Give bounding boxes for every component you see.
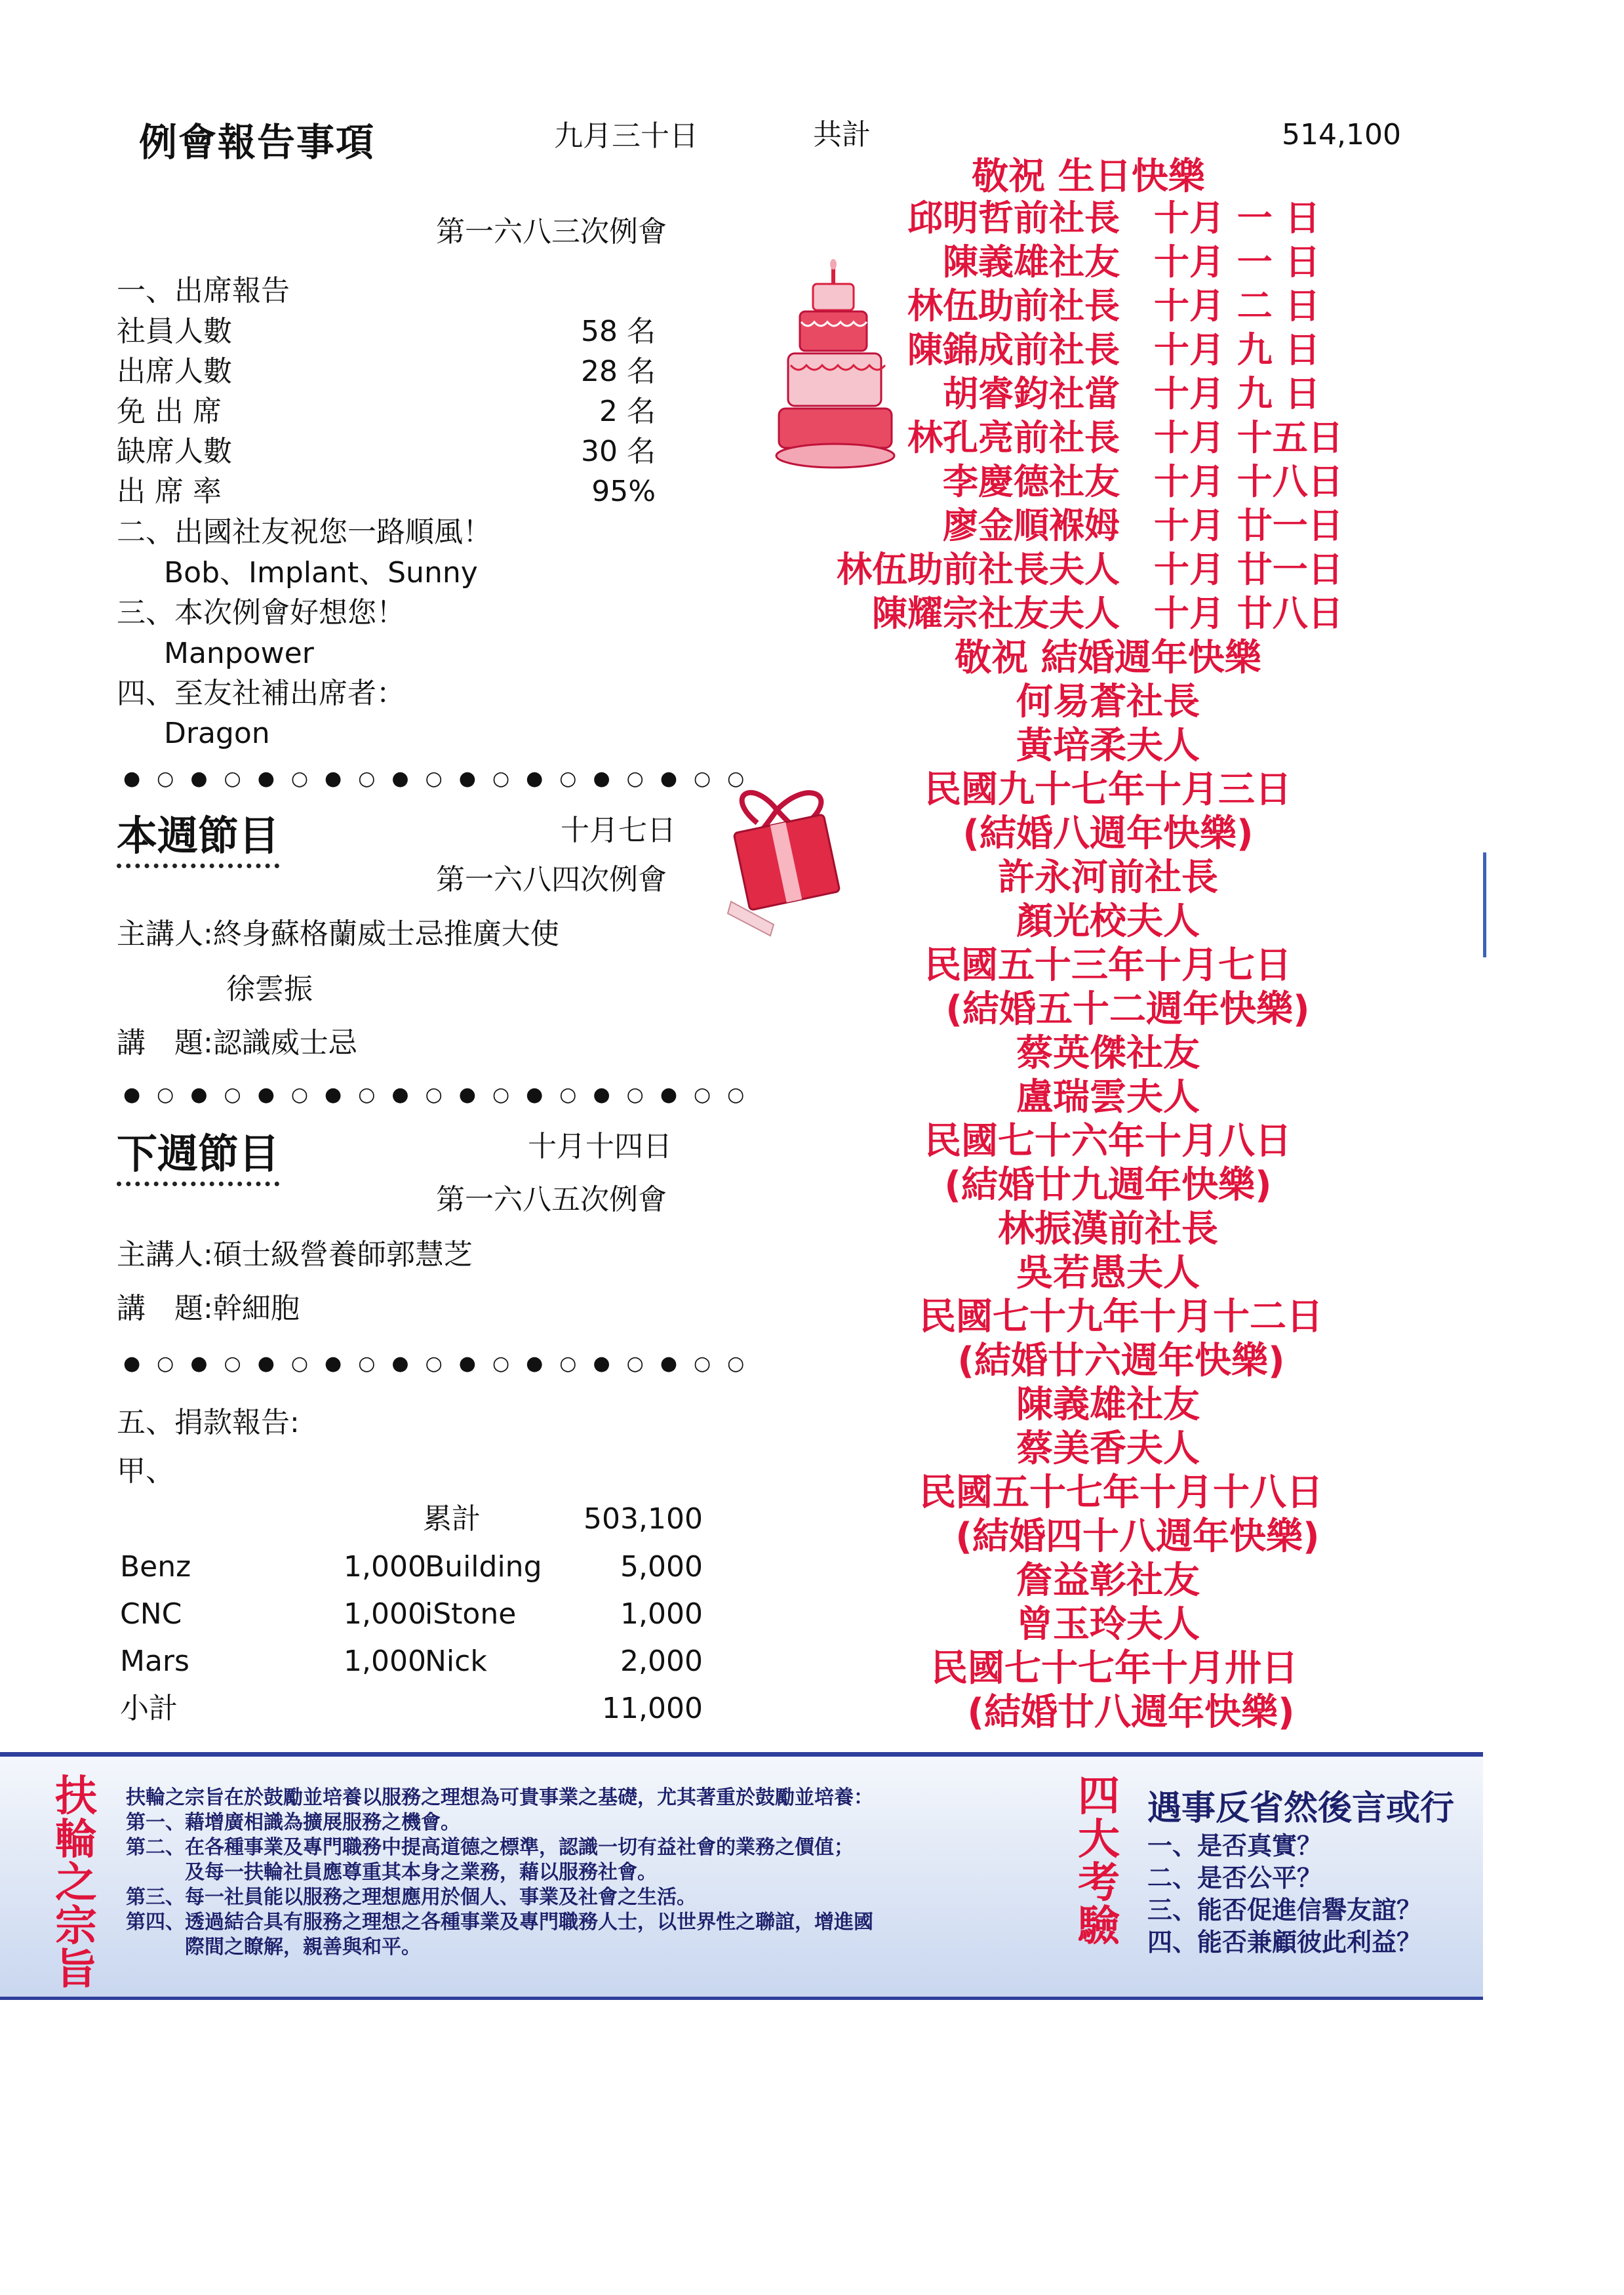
this-week-speaker: 主講人:終身蘇格蘭威士忌推廣大使 [117,917,559,951]
birthday-name: 林孔亮前社長 [907,417,1120,458]
mission-title: 扶 輪 之 宗 旨 [55,1772,97,1994]
this-week-speaker-name: 徐雲振 [226,972,313,1006]
donor-amount: 1,000 [344,1645,426,1678]
birthday-name: 廖金順褓姆 [943,505,1120,546]
this-week-date: 十月七日 [561,814,676,847]
anniversary-line: 盧瑞雲夫人 [1016,1076,1200,1119]
birthday-name: 陳耀宗社友夫人 [872,593,1120,634]
travel-heading: 二、出國社友祝您一路順風！ [117,515,492,549]
attendance-label: 出 席 率 [117,475,222,508]
miss-names: Manpower [164,637,314,670]
birthday-name: 邱明哲前社長 [907,197,1120,239]
this-week-topic: 講 題:認識威士忌 [117,1026,357,1060]
birthday-name: 陳義雄社友 [943,241,1120,283]
next-week-session: 第一六八五次例會 [436,1183,667,1216]
anniversary-line: 林振漢前社長 [998,1208,1218,1250]
attendance-value: 30 名 [581,435,656,468]
donor-amount: 2,000 [620,1645,703,1678]
birthday-date: 十月 九 日 [1154,373,1320,414]
birthday-name: 林伍助前社長 [907,285,1120,327]
four-way-test-heading: 遇事反省然後言或行 [1147,1789,1455,1828]
anniversary-line: 蔡美香夫人 [1016,1427,1200,1470]
dotted-divider: ●○●○●○●○●○●○●○●○●○○ [123,1083,761,1106]
anniversary-line: (結婚廿八週年快樂) [967,1691,1295,1734]
attendance-label: 免 出 席 [117,395,222,428]
report-date: 九月三十日 [554,119,698,153]
attendance-heading: 一、出席報告 [117,274,290,308]
attendance-label: 出席人數 [117,355,232,388]
next-week-speaker: 主講人:碩士級營養師郭慧芝 [117,1238,473,1271]
birthday-date: 十月 十八日 [1154,461,1343,502]
attendance-value: 28 名 [581,355,656,388]
anniversary-line: (結婚五十二週年快樂) [945,988,1310,1031]
attendance-label: 缺席人數 [117,435,232,468]
donor-name: CNC [120,1597,182,1631]
attendance-value: 95% [591,475,656,508]
anniversary-line: (結婚廿六週年快樂) [957,1340,1285,1382]
this-week-session: 第一六八四次例會 [436,863,667,896]
travel-names: Bob、Implant、Sunny [164,556,478,589]
anniversary-line: 民國五十七年十月十八日 [919,1471,1323,1514]
cumulative-value: 503,100 [584,1502,703,1536]
anniversary-line: 詹益彰社友 [1016,1559,1200,1602]
donor-name: Benz [120,1550,191,1584]
this-week-heading: 本週節目 [117,803,279,862]
anniversary-line: 民國五十三年十月七日 [924,944,1292,987]
donor-amount: 1,000 [620,1597,703,1631]
donor-name: Mars [120,1645,189,1678]
anniversary-heading: 敬祝 結婚週年快樂 [955,637,1261,679]
donations-heading: 五、捐款報告: [117,1406,300,1439]
anniversary-line: 黃培柔夫人 [1016,725,1200,767]
anniversary-line: 吳若愚夫人 [1016,1252,1200,1294]
miss-heading: 三、本次例會好想您！ [117,596,405,629]
page-title: 例會報告事項 [139,120,376,165]
birthday-date: 十月 廿八日 [1154,593,1343,634]
next-week-heading: 下週節目 [117,1121,279,1180]
birthday-name: 林伍助前社長夫人 [837,549,1120,590]
donor-amount: 5,000 [620,1550,703,1584]
subtotal-label: 小計 [120,1692,178,1725]
birthday-date: 十月 廿一日 [1154,549,1343,590]
attendance-label: 社員人數 [117,315,232,348]
attendance-value: 58 名 [581,315,656,348]
anniversary-line: 民國七十六年十月八日 [924,1120,1292,1163]
subtotal-value: 11,000 [602,1692,703,1725]
four-way-test-list: 一、是否真實？ 二、是否公平？ 三、能否促進信譽友誼？ 四、能否兼顧彼此利益？ [1147,1831,1422,1957]
birthday-date: 十月 十五日 [1154,417,1343,458]
anniversary-line: 民國七十九年十月十二日 [919,1296,1323,1338]
birthday-name: 陳錦成前社長 [907,329,1120,370]
birthday-name: 胡睿鈞社當 [943,373,1120,414]
anniversary-line: (結婚四十八週年快樂) [955,1515,1320,1558]
makeup-heading: 四、至友社補出席者： [117,677,405,710]
anniversary-line: 曾玉玲夫人 [1016,1603,1200,1646]
cumulative-label: 累計 [423,1502,481,1536]
makeup-names: Dragon [164,717,270,750]
birthday-date: 十月 九 日 [1154,329,1320,370]
donations-sub: 甲、 [117,1454,174,1488]
birthday-date: 十月 二 日 [1154,285,1320,327]
birthday-date: 十月 一 日 [1154,197,1320,239]
donor-name: Nick [425,1645,487,1678]
mission-text: 扶輪之宗旨在於鼓勵並培養以服務之理想為可貴事業之基礎，尤其著重於鼓勵並培養： 第一、藉增廣相識為擴展服務之機會。 第二、在各種事業及專門職務中提高道德之標準，認識一切有益社會的業務之價值； 及每一扶輪社員應尊重其本身之業務，藉以服務社會。 第三、每一社員能以服務之理想應用於個人、事業及社會之生活。 第四、透過結合具有服務之理想之各種事業及專門職務人士，以世界性之聯誼，增進國 際間之瞭解，親善與和平。 [126,1786,873,1959]
donor-name: iStone [425,1597,517,1631]
edge-line [1483,852,1486,957]
total-value: 514,100 [1282,118,1401,151]
donor-amount: 1,000 [344,1550,426,1584]
birthday-date: 十月 廿一日 [1154,505,1343,546]
anniversary-line: 蔡英傑社友 [1016,1032,1200,1075]
birthday-name: 李慶德社友 [943,461,1120,502]
total-label: 共計 [813,118,871,151]
anniversary-line: 民國七十七年十月卅日 [931,1647,1298,1690]
anniversary-line: (結婚廿九週年快樂) [944,1164,1272,1207]
dotted-divider: ●○●○●○●○●○●○●○●○●○○ [123,1352,761,1375]
anniversary-line: 陳義雄社友 [1016,1384,1200,1426]
four-way-test-title: 四 大 考 驗 [1078,1772,1120,1951]
dotted-divider: ●○●○●○●○●○●○●○●○●○○ [123,767,761,790]
anniversary-line: 何易蒼社長 [1016,681,1200,723]
anniversary-line: 許永河前社長 [998,856,1218,899]
anniversary-line: (結婚八週年快樂) [962,812,1254,855]
next-week-topic: 講 題:幹細胞 [117,1292,300,1325]
donor-name: Building [425,1550,542,1584]
anniversary-line: 民國九十七年十月三日 [924,768,1292,811]
anniversary-line: 顏光校夫人 [1016,900,1200,943]
next-week-date: 十月十四日 [528,1130,672,1163]
birthday-date: 十月 一 日 [1154,241,1320,283]
attendance-value: 2 名 [599,395,656,428]
footer-banner [0,1752,1483,2000]
meeting-session: 第一六八三次例會 [436,215,667,249]
birthday-heading: 敬祝 生日快樂 [972,155,1205,198]
donor-amount: 1,000 [344,1597,426,1631]
